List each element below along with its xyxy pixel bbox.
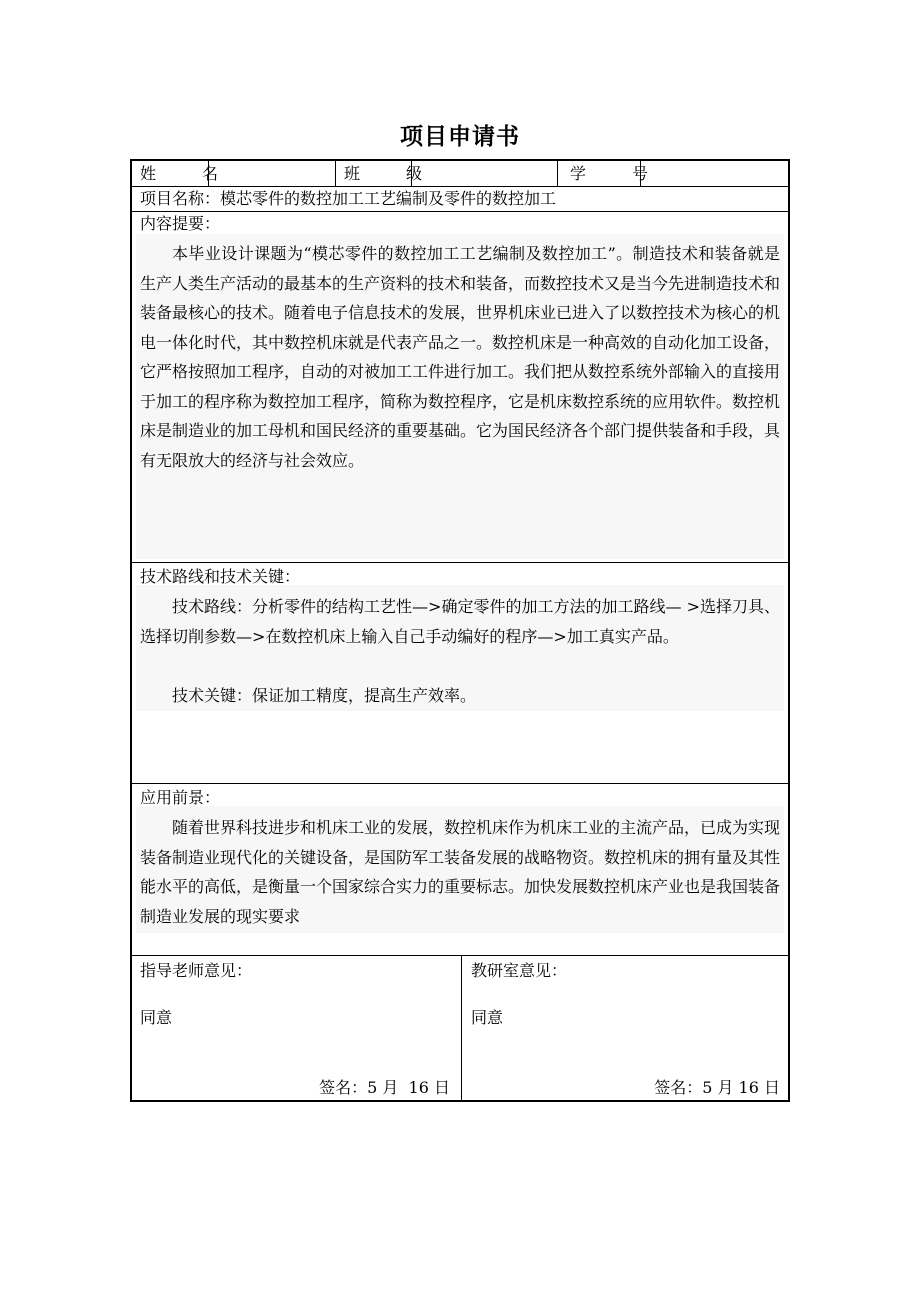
class-label: 班 级 bbox=[344, 164, 438, 183]
project-name-row bbox=[132, 187, 788, 212]
prospect-label: 应用前景： bbox=[140, 788, 221, 807]
prospect-section bbox=[132, 784, 788, 956]
advisor-opinion-label: 指导老师意见： bbox=[140, 961, 253, 980]
student-id-label: 学 号 bbox=[570, 164, 664, 183]
project-name: 项目名称：模芯零件的数控加工工艺编制及零件的数控加工 bbox=[140, 189, 557, 208]
office-opinion-label: 教研室意见： bbox=[471, 961, 568, 980]
advisor-signature: 签名：5 月 16 日 bbox=[319, 1078, 450, 1097]
divider bbox=[208, 161, 209, 186]
name-label: 姓 名 bbox=[140, 164, 234, 183]
advisor-opinion-text: 同意 bbox=[140, 1008, 173, 1027]
divider bbox=[640, 161, 641, 186]
summary-section bbox=[132, 212, 788, 563]
divider bbox=[557, 161, 558, 186]
office-signature: 签名：5 月 16 日 bbox=[654, 1078, 780, 1097]
tech-section bbox=[132, 563, 788, 784]
divider bbox=[411, 161, 412, 186]
tech-route-text: 技术路线：分析零件的结构工艺性—>确定零件的加工方法的加工路线— >选择刀具、选择切削参数—>在数控机床上输入自己手动编好的程序—>加工真实产品。 bbox=[140, 597, 780, 646]
divider bbox=[461, 956, 462, 1100]
tech-label: 技术路线和技术关键： bbox=[140, 567, 301, 586]
header-row bbox=[132, 161, 788, 187]
summary-text: 本毕业设计课题为“模芯零件的数控加工工艺编制及数控加工”。制造技术和装备就是生产人类生产活动的最基本的生产资料的技术和装备，而数控技术又是当今先进制造技术和装备最核心的技术。随着电子信息技术的发展，世界机床业已进入了以数控技术为核心的机电一体化时代，其中数控机床就是代表产品之一。数控机床是一种高效的自动化加工设备，它严格按照加工程序，自动的对被加工工件进行加工。我们把从数控系统外部输入的直接用于加工的程序称为数控加工程序，简称为数控程序，它是机床数控系统的应用软件。数控机床是制造业的加工母机和国民经济的重要基础。它为国民经济各个部门提供装备和手段，具有无限放大的经济与社会效应。 bbox=[140, 244, 781, 470]
office-opinion-text: 同意 bbox=[471, 1008, 504, 1027]
application-form bbox=[130, 159, 790, 1102]
summary-label: 内容提要： bbox=[140, 214, 221, 233]
prospect-text: 随着世界科技进步和机床工业的发展，数控机床作为机床工业的主流产品，已成为实现装备制造业现代化的关键设备，是国防军工装备发展的战略物资。数控机床的拥有量及其性能水平的高低，是衡量一个国家综合实力的重要标志。加快发展数控机床产业也是我国装备制造业发展的现实要求 bbox=[140, 818, 781, 926]
tech-key-text: 技术关键：保证加工精度，提高生产效率。 bbox=[172, 686, 477, 705]
opinions-row bbox=[132, 956, 788, 1100]
divider bbox=[335, 161, 336, 186]
document-title: 项目申请书 bbox=[400, 124, 520, 150]
